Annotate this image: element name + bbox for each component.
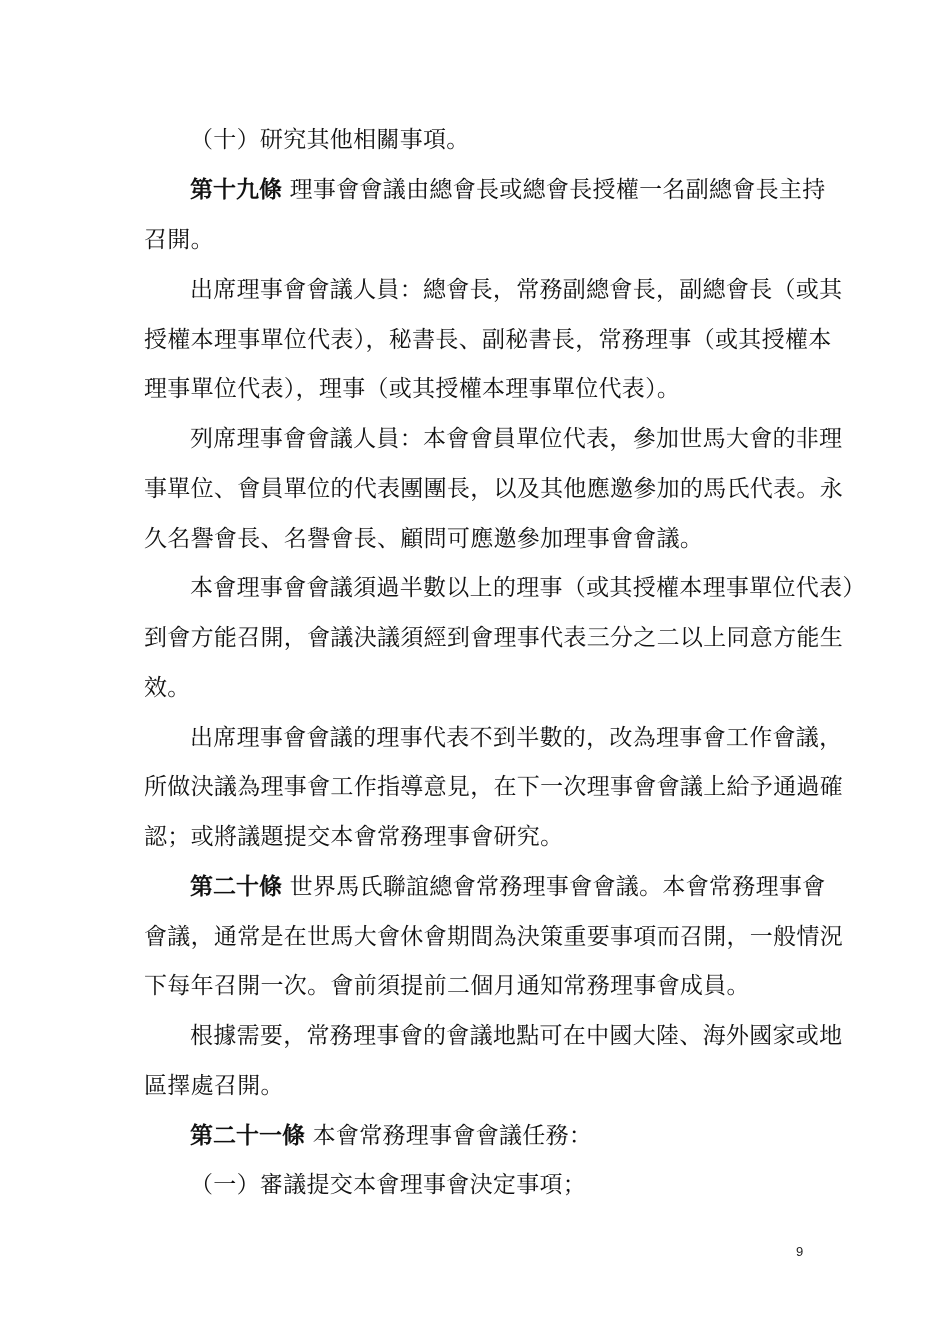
line-text: （一）審議提交本會理事會決定事項； <box>190 1172 587 1198</box>
paragraph-line <box>144 673 824 703</box>
line-text: 久名譽會長、名譽會長、顧問可應邀參加理事會會議。 <box>144 526 704 552</box>
line-text: 列席理事會會議人員：本會會員單位代表，參加世馬大會的非理 <box>190 426 843 452</box>
line-text: 區擇處召開。 <box>144 1073 284 1099</box>
article-heading-line <box>190 175 870 205</box>
paragraph-line <box>144 225 824 255</box>
paragraph-line <box>190 573 870 603</box>
paragraph-line <box>190 723 870 753</box>
line-text: 事單位、會員單位的代表團團長，以及其他應邀參加的馬氏代表。永 <box>144 476 843 502</box>
line-text: 本會理事會會議須過半數以上的理事（或其授權本理事單位代表） <box>190 575 866 601</box>
line-text: 根據需要，常務理事會的會議地點可在中國大陸、海外國家或地 <box>190 1023 843 1049</box>
paragraph-line <box>190 1170 870 1200</box>
paragraph-line <box>144 772 843 802</box>
line-text: 出席理事會會議的理事代表不到半數的，改為理事會工作會議， <box>190 725 843 751</box>
paragraph-line <box>144 1071 824 1101</box>
article-heading-line <box>190 1121 870 1151</box>
line-text: 召開。 <box>144 227 214 253</box>
paragraph-line <box>144 822 824 852</box>
line-text: 本會常務理事會會議任務： <box>305 1123 593 1149</box>
page-number: 9 <box>796 1244 804 1259</box>
line-text: （十）研究其他相關事項。 <box>190 127 470 153</box>
line-text: 所做決議為理事會工作指導意見，在下一次理事會會議上給予通過確 <box>144 774 843 800</box>
paragraph-line <box>144 325 832 355</box>
line-text: 效。 <box>144 675 191 701</box>
article-number: 第二十一條 <box>190 1123 305 1149</box>
paragraph-line <box>144 922 843 952</box>
paragraph-line <box>190 125 870 155</box>
paragraph-line <box>144 474 843 504</box>
line-text: 認；或將議題提交本會常務理事會研究。 <box>144 824 564 850</box>
line-text: 出席理事會會議人員：總會長，常務副總會長，副總會長（或其 <box>190 277 843 303</box>
line-text: 理事會會議由總會長或總會長授權一名副總會長主持 <box>282 177 826 203</box>
paragraph-line <box>144 524 824 554</box>
article-heading-line <box>190 872 870 902</box>
paragraph-line <box>144 623 843 653</box>
paragraph-line <box>190 1021 870 1051</box>
line-text: 下每年召開一次。會前須提前二個月通知常務理事會成員。 <box>144 973 750 999</box>
paragraph-line <box>144 971 824 1001</box>
paragraph-line <box>190 275 870 305</box>
line-text: 到會方能召開，會議決議須經到會理事代表三分之二以上同意方能生 <box>144 625 843 651</box>
paragraph-line <box>144 374 824 404</box>
line-text: 授權本理事單位代表），秘書長、副秘書長，常務理事（或其授權本 <box>144 327 832 353</box>
article-number: 第十九條 <box>190 177 282 203</box>
article-number: 第二十條 <box>190 874 282 900</box>
line-text: 世界馬氏聯誼總會常務理事會會議。本會常務理事會 <box>282 874 826 900</box>
line-text: 理事單位代表），理事（或其授權本理事單位代表）。 <box>144 376 681 402</box>
paragraph-line <box>190 424 870 454</box>
line-text: 會議，通常是在世馬大會休會期間為決策重要事項而召開，一般情況 <box>144 924 843 950</box>
